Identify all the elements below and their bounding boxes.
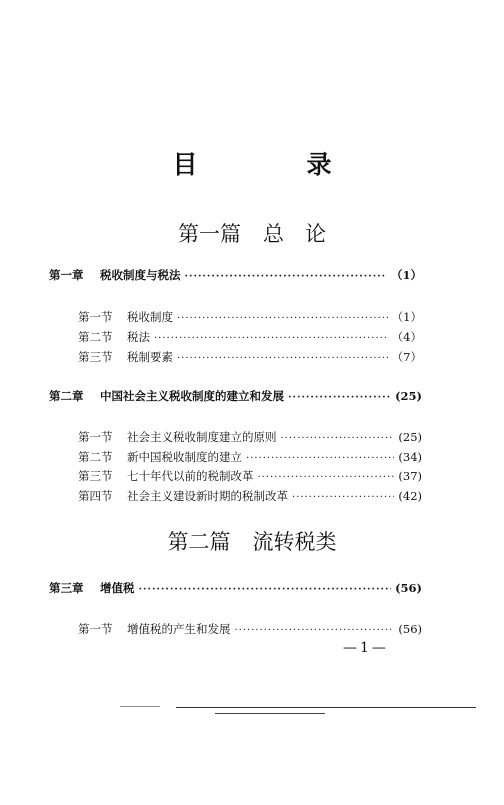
section-number: 第三节: [78, 350, 113, 364]
scan-line: [215, 713, 325, 714]
toc-section[interactable]: [78, 468, 422, 484]
toc-section[interactable]: [78, 621, 422, 637]
leader-dots: [246, 453, 394, 464]
page-ref: (25): [395, 389, 422, 403]
section-title: 社会主义税收制度建立的原则: [127, 430, 277, 444]
part-number: 第一篇: [178, 222, 241, 246]
section-number: 第一节: [78, 310, 113, 324]
page-ref: （7）: [391, 350, 422, 364]
page-ref: (34): [398, 450, 422, 464]
leader-dots: [288, 392, 391, 403]
section-number: 第四节: [78, 489, 113, 503]
section-title: 社会主义建设新时期的税制改革: [127, 489, 288, 503]
section-number: 第二节: [78, 330, 113, 344]
leader-dots: [292, 492, 394, 503]
part-heading-2[interactable]: [0, 526, 504, 556]
page-ref: (56): [395, 581, 422, 595]
leader-dots: [185, 271, 387, 282]
page-ref: （1）: [391, 310, 422, 324]
leader-dots: [177, 313, 388, 324]
leader-dots: [235, 625, 395, 636]
chapter-number: 第一章: [49, 268, 84, 282]
scan-line: [120, 706, 160, 707]
page-ref: （1）: [390, 268, 422, 282]
part-number: 第二篇: [167, 530, 231, 554]
leader-dots: [154, 333, 388, 344]
page-title: 目 录: [172, 150, 374, 179]
page-ref: （4）: [391, 330, 422, 344]
chapter-number: 第三章: [49, 581, 84, 595]
page-ref: (25): [398, 430, 422, 444]
page-ref: (37): [398, 469, 422, 483]
page-ref: (42): [398, 489, 422, 503]
section-number: 第一节: [78, 622, 113, 636]
toc-section[interactable]: [78, 449, 422, 465]
section-title: 税法: [127, 330, 150, 344]
toc-section[interactable]: [78, 329, 422, 345]
toc-section[interactable]: [78, 429, 422, 445]
toc-chapter-2[interactable]: [49, 388, 422, 404]
chapter-title: 税收制度与税法: [100, 268, 181, 282]
leader-dots: [281, 433, 395, 444]
leader-dots: [139, 584, 392, 595]
part-heading-1[interactable]: [0, 218, 504, 248]
section-title: 税收制度: [127, 310, 173, 324]
section-title: 七十年代以前的税制改革: [127, 469, 254, 483]
page-number: —1—: [343, 640, 389, 656]
toc-section[interactable]: [78, 309, 422, 325]
section-number: 第三节: [78, 469, 113, 483]
section-number: 第一节: [78, 430, 113, 444]
chapter-title: 增值税: [100, 581, 135, 595]
leader-dots: [258, 472, 395, 483]
leader-dots: [177, 353, 388, 364]
chapter-title: 中国社会主义税收制度的建立和发展: [100, 389, 284, 403]
page-ref: (56): [398, 622, 422, 636]
section-title: 新中国税收制度的建立: [127, 450, 242, 464]
toc-section[interactable]: [78, 488, 422, 504]
part-name: 流转税类: [252, 530, 337, 554]
scan-line: [176, 707, 476, 708]
section-title: 增值税的产生和发展: [127, 622, 231, 636]
toc-chapter-3[interactable]: [49, 580, 422, 596]
section-title: 税制要素: [127, 350, 173, 364]
toc-section[interactable]: [78, 349, 422, 365]
part-name: 总 论: [263, 222, 326, 246]
toc-chapter-1[interactable]: [49, 267, 422, 283]
chapter-number: 第二章: [49, 389, 84, 403]
section-number: 第二节: [78, 450, 113, 464]
